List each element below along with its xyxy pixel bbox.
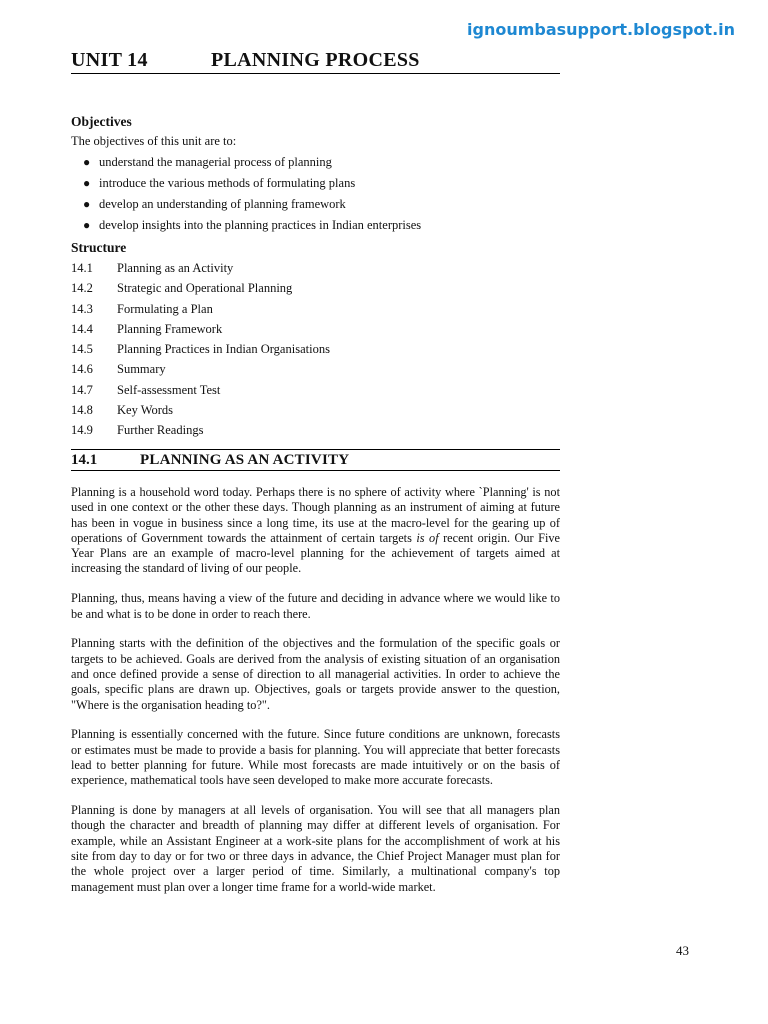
bullet-icon: ● (83, 218, 91, 232)
section-body (71, 485, 560, 909)
section-number: 14.1 (71, 452, 98, 468)
unit-title (71, 47, 560, 74)
structure-heading: Structure (71, 240, 127, 255)
paragraph: Planning is done by managers at all levels of organisation. You will see that all managers plan though the character and breadth of planning may differ at different levels of organisation. For example, while an Assistant Engineer at a work-site plans for the accomplishment of work at his site from day to day or for two or three days in advance, the Chief Project Manager must plan for the whole project over a larger period of time. Similarly, a multinational company's top management must plan over a longer time frame for a world-wide market. (71, 803, 560, 894)
objective-item: ● develop an understanding of planning framework (83, 197, 346, 211)
section-heading (71, 449, 560, 471)
objectives-heading: Objectives (71, 114, 132, 129)
structure-item: 14.7 Self-assessment Test (71, 382, 221, 397)
watermark-url: ignoumbasupport.blogspot.in (467, 20, 736, 39)
paragraph: Planning starts with the definition of the objectives and the formulation of the specific goals or targets to be achieved. Goals are derived from the analysis of existing situation of an organisation and once defined provide a sense of direction to all managerial activities. In order to achieve the goals, specific plans are drawn up. Objectives, goals or targets provide answer to the question, "Where is the organisation heading to?". (71, 636, 560, 712)
objective-item: ● develop insights into the planning practices in Indian enterprises (83, 218, 422, 232)
structure-item: 14.5 Planning Practices in Indian Organisations (71, 342, 330, 357)
structure-item: 14.1 Planning as an Activity (71, 261, 234, 275)
structure-item: 14.9 Further Readings (71, 423, 204, 438)
objectives-intro: The objectives of this unit are to: (71, 134, 237, 148)
bullet-icon: ● (83, 197, 91, 211)
structure-item: 14.8 Key Words (71, 403, 174, 418)
structure-item: 14.2 Strategic and Operational Planning (71, 281, 293, 296)
structure-item: 14.6 Summary (71, 362, 166, 377)
paragraph: Planning is a household word today. Perhaps there is no sphere of activity where `Planning' is not used in one context or the other these days. Though planning as an instrument of aiming at future has been in vogue in business since a long time, its use at the macro-level for the gearing up of operations of Government towards the attainment of certain targets is of recent origin. Our Five Year Plans are an example of macro-level planning for the achievement of targets aimed at increasing the standard of living of our people. (71, 485, 560, 576)
emphasis-text: is of (416, 530, 439, 545)
objective-item: ● understand the managerial process of planning (83, 155, 332, 169)
objective-item: ● introduce the various methods of formulating plans (83, 176, 356, 190)
structure-item: 14.4 Planning Framework (71, 321, 223, 336)
bullet-icon: ● (83, 176, 91, 190)
bullet-icon: ● (83, 155, 91, 169)
structure-list (71, 261, 371, 444)
section-title: PLANNING AS AN ACTIVITY (140, 452, 350, 468)
objectives-list (83, 155, 421, 239)
paragraph: Planning, thus, means having a view of the future and deciding in advance where we would like to be and what is to be done in order to reach there. (71, 591, 560, 621)
unit-number: UNIT 14 (71, 49, 148, 71)
structure-item: 14.3 Formulating a Plan (71, 301, 213, 316)
paragraph: Planning is essentially concerned with the future. Since future conditions are unknown, forecasts or estimates must be made to provide a basis for planning. You will appreciate that better forecasts lead to better planning for future. While most forecasts are made intuitively or on the basis of experience, mathematical tools have seen developed to make more accurate forecasts. (71, 727, 560, 788)
unit-name: PLANNING PROCESS (211, 49, 420, 71)
page-number: 43 (676, 943, 689, 958)
